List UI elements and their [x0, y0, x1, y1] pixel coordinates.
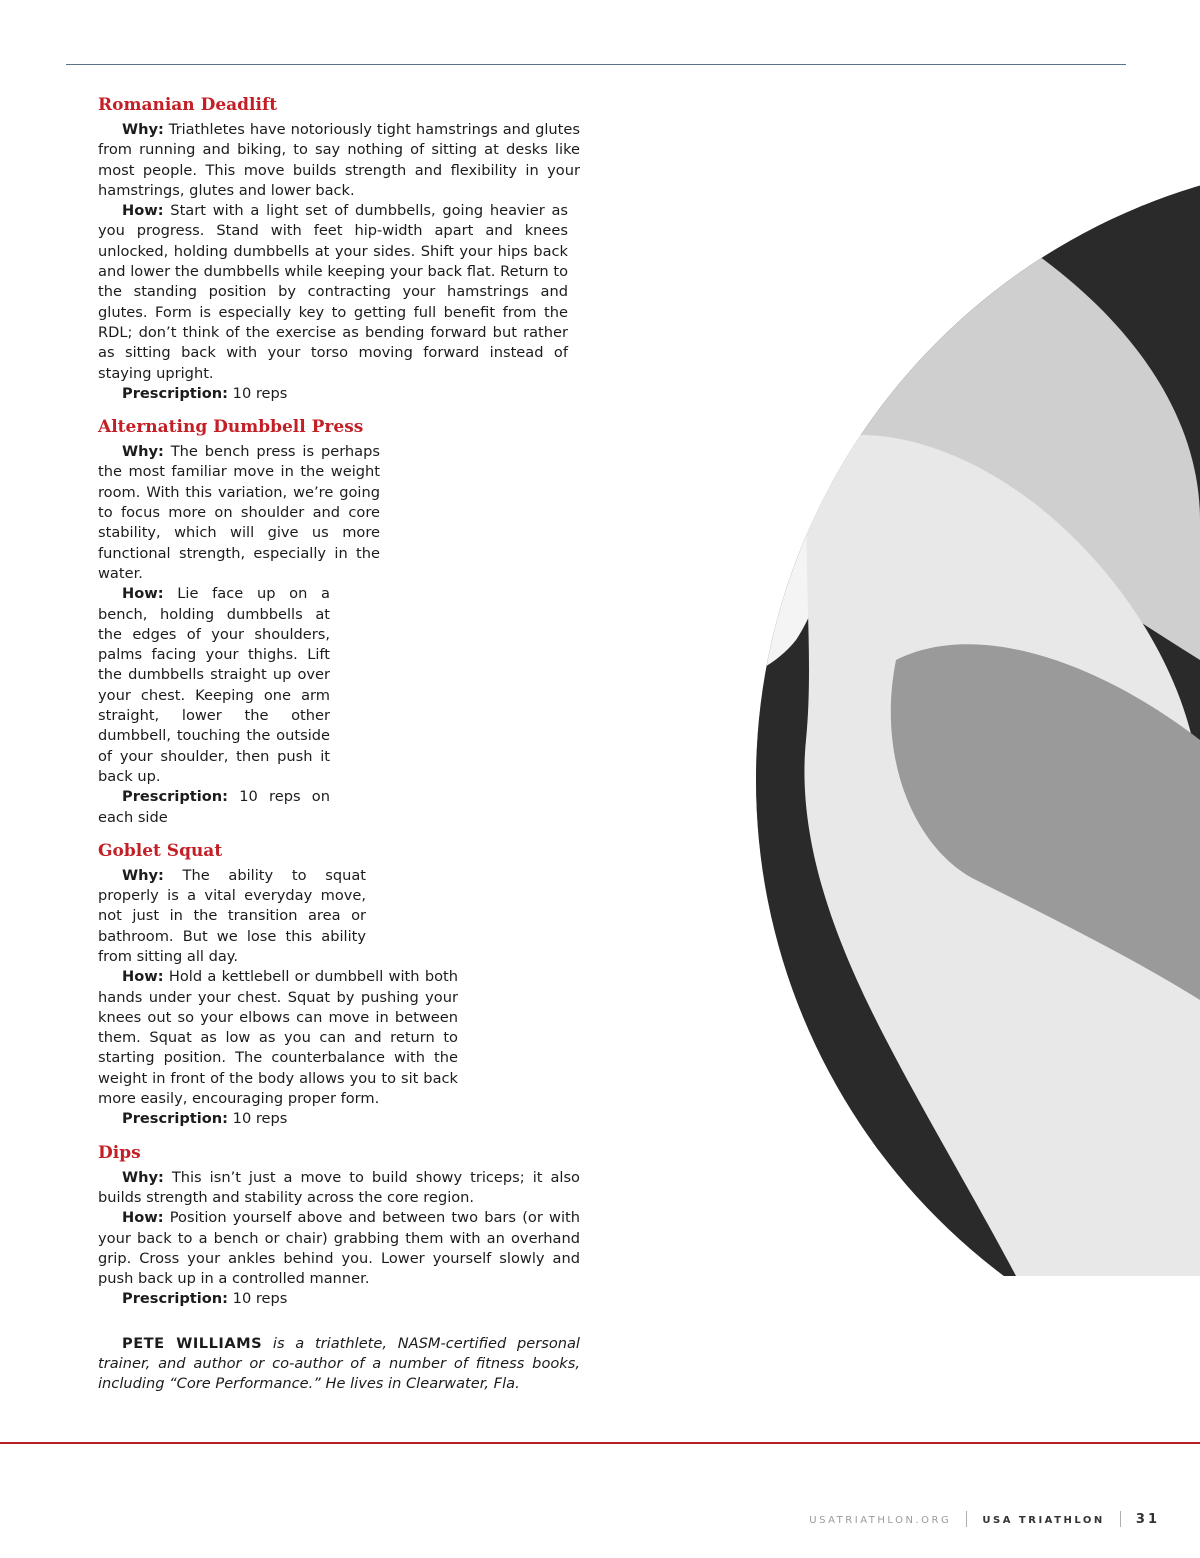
exercise-title: Goblet Squat	[98, 840, 223, 861]
exercise-section	[98, 840, 458, 1130]
why-paragraph	[98, 442, 380, 584]
why-label: Why:	[122, 1168, 164, 1186]
prescription-label: Prescription:	[122, 1110, 229, 1128]
how-text: Start with a light set of dumbbells, going heavier as you progress. Stand with feet hip-width apart and knees unlocked, holding dumbbells at your sides. Shift your hips back and lower the dumbbells while keeping your back flat. Return to the standing position by contracting your hamstrings and glutes. Form is especially key to getting full benefit from the RDL; don’t think of the exercise as bending forward but rather as sitting back with your torso moving forward instead of staying upright.	[98, 202, 568, 382]
prescription-paragraph	[98, 384, 580, 404]
prescription-label: Prescription:	[122, 788, 229, 806]
why-text: This isn’t just a move to build showy triceps; it also builds strength and stability across the core region.	[98, 1168, 580, 1206]
author-name: PETE WILLIAMS	[122, 1334, 263, 1352]
article-body	[98, 94, 580, 1409]
prescription-paragraph	[98, 787, 330, 828]
how-paragraph	[98, 967, 458, 1109]
why-label: Why:	[122, 443, 164, 461]
how-label: How:	[122, 1209, 164, 1227]
why-text: Triathletes have notoriously tight hamstrings and glutes from running and biking, to say nothing of sitting at desks like most people. This move builds strength and flexibility in your hamstrings, glutes and lower back.	[98, 121, 580, 199]
how-text: Lie face up on a bench, holding dumbbells at the edges of your shoulders, palms facing your thighs. Lift the dumbbells straight up over your chest. Keeping one arm straight, lower the other dumbbell, touching the outside of your shoulder, then push it back up.	[98, 585, 330, 785]
how-label: How:	[122, 202, 164, 220]
prescription-label: Prescription:	[122, 384, 229, 402]
exercise-title: Dips	[98, 1142, 141, 1163]
author-bio	[98, 1334, 580, 1395]
why-paragraph	[98, 120, 580, 201]
exercise-section	[98, 416, 380, 828]
how-text: Position yourself above and between two bars (or with your back to a bench or chair) grabbing them with an overhand grip. Cross your ankles behind you. Lower yourself slowly and push back up in a controlled manner.	[98, 1209, 580, 1288]
bottom-rule	[0, 1442, 1200, 1444]
how-paragraph	[98, 584, 330, 787]
why-paragraph	[98, 866, 366, 967]
page-footer	[0, 1508, 1160, 1527]
prescription-paragraph	[98, 1109, 366, 1129]
prescription-paragraph	[98, 1289, 580, 1309]
how-paragraph	[98, 1208, 580, 1289]
why-paragraph	[98, 1168, 580, 1209]
prescription-text: 10 reps on each side	[98, 788, 330, 826]
why-text: The bench press is perhaps the most familiar move in the weight room. With this variation, we’re going to focus more on shoulder and core stability, which will give us more functional strength, especially in the water.	[98, 443, 380, 582]
how-paragraph	[98, 201, 568, 384]
exercise-section	[98, 1142, 580, 1310]
exercise-title: Romanian Deadlift	[98, 95, 278, 115]
footer-url: USATRIATHLON.ORG	[809, 1515, 952, 1526]
footer-divider	[1120, 1511, 1121, 1527]
how-text: Hold a kettlebell or dumbbell with both hands under your chest. Squat by pushing your knees out so your elbows can move in between them. Squat as low as you can and return to starting position. The counterbalance with the weight in front of the body allows you to sit back more easily, encouraging proper form.	[98, 968, 458, 1108]
prescription-text: 10 reps	[228, 384, 288, 402]
footer-brand: USA TRIATHLON	[982, 1515, 1105, 1526]
exercise-title: Alternating Dumbbell Press	[98, 417, 364, 438]
prescription-label: Prescription:	[122, 1290, 229, 1308]
top-rule	[66, 64, 1126, 65]
how-label: How:	[122, 585, 164, 603]
author-bio-text: is a triathlete, NASM-certified personal trainer, and author or co-author of a number of fitness books, including “Core Performance.” He lives in Clearwater, Fla.	[98, 1334, 580, 1393]
why-label: Why:	[122, 121, 164, 138]
footer-divider	[966, 1511, 967, 1527]
why-label: Why:	[122, 866, 164, 884]
prescription-text: 10 reps	[228, 1290, 288, 1308]
how-label: How:	[122, 968, 164, 986]
prescription-text: 10 reps	[228, 1110, 288, 1128]
why-text: The ability to squat properly is a vital everyday move, not just in the transition area or bathroom. But we lose this ability from sitting all day.	[98, 866, 366, 965]
page-number: 31	[1135, 1512, 1160, 1527]
exercise-section	[98, 94, 580, 404]
